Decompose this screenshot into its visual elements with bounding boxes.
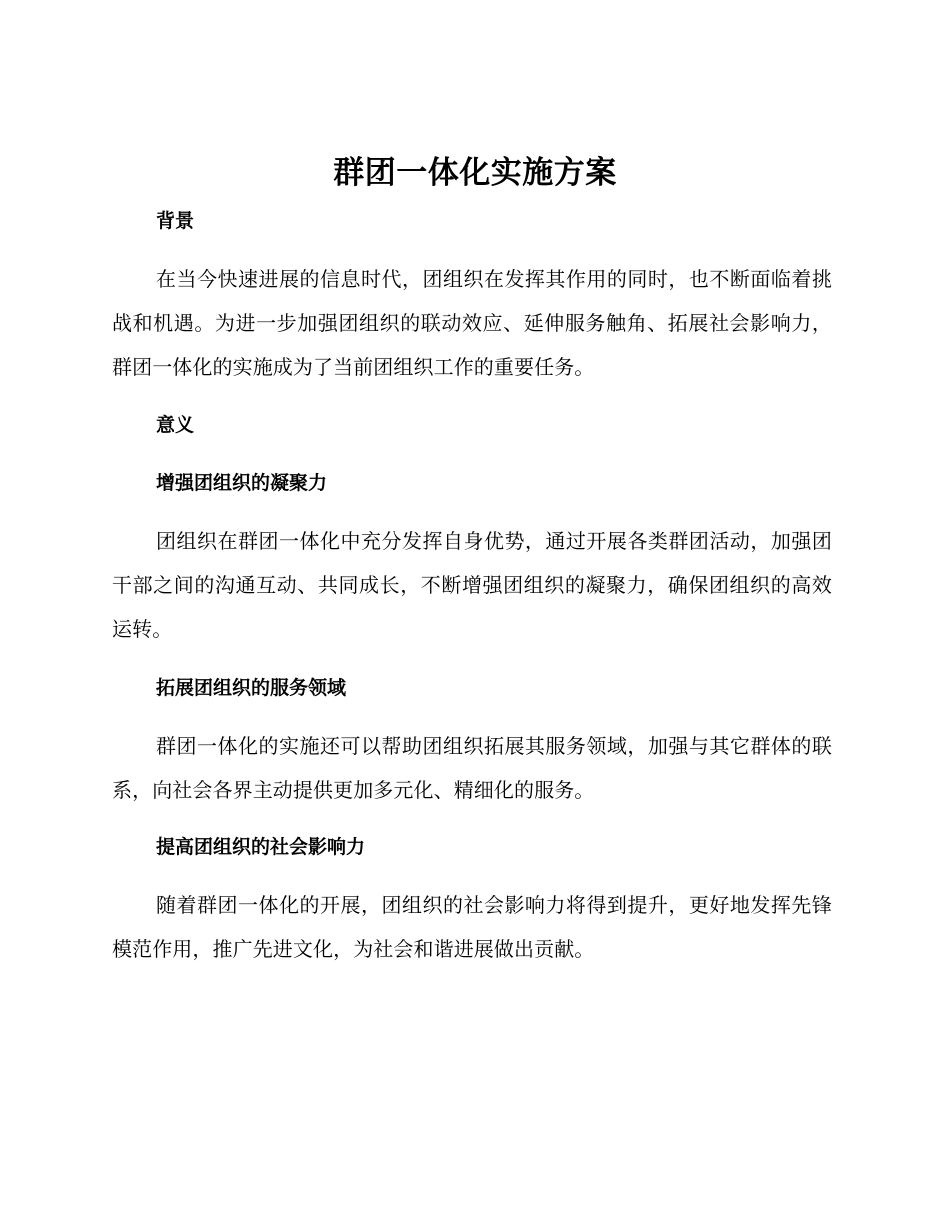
paragraph-service: 群团一体化的实施还可以帮助团组织拓展其服务领域，加强与其它群体的联系，向社会各界主动提供更加多元化、精细化的服务。 [112, 734, 832, 802]
paragraph-cohesion: 团组织在群团一体化中充分发挥自身优势，通过开展各类群团活动，加强团干部之间的沟通互动、共同成长，不断增强团组织的凝聚力，确保团组织的高效运转。 [112, 529, 832, 641]
subheading-cohesion: 增强团组织的凝聚力 [156, 472, 328, 494]
paragraph-influence: 随着群团一体化的开展，团组织的社会影响力将得到提升，更好地发挥先锋模范作用，推广先进文化，为社会和谐进展做出贡献。 [112, 893, 832, 961]
section-heading-background: 背景 [156, 210, 195, 232]
subheading-service: 拓展团组织的服务领域 [156, 677, 347, 699]
subheading-influence: 提高团组织的社会影响力 [156, 836, 366, 858]
section-heading-significance: 意义 [156, 414, 195, 436]
paragraph-background: 在当今快速进展的信息时代，团组织在发挥其作用的同时，也不断面临着挑战和机遇。为进一步加强团组织的联动效应、延伸服务触角、拓展社会影响力，群团一体化的实施成为了当前团组织工作的重要任务。 [112, 267, 832, 379]
document-title: 群团一体化实施方案 [333, 155, 617, 191]
